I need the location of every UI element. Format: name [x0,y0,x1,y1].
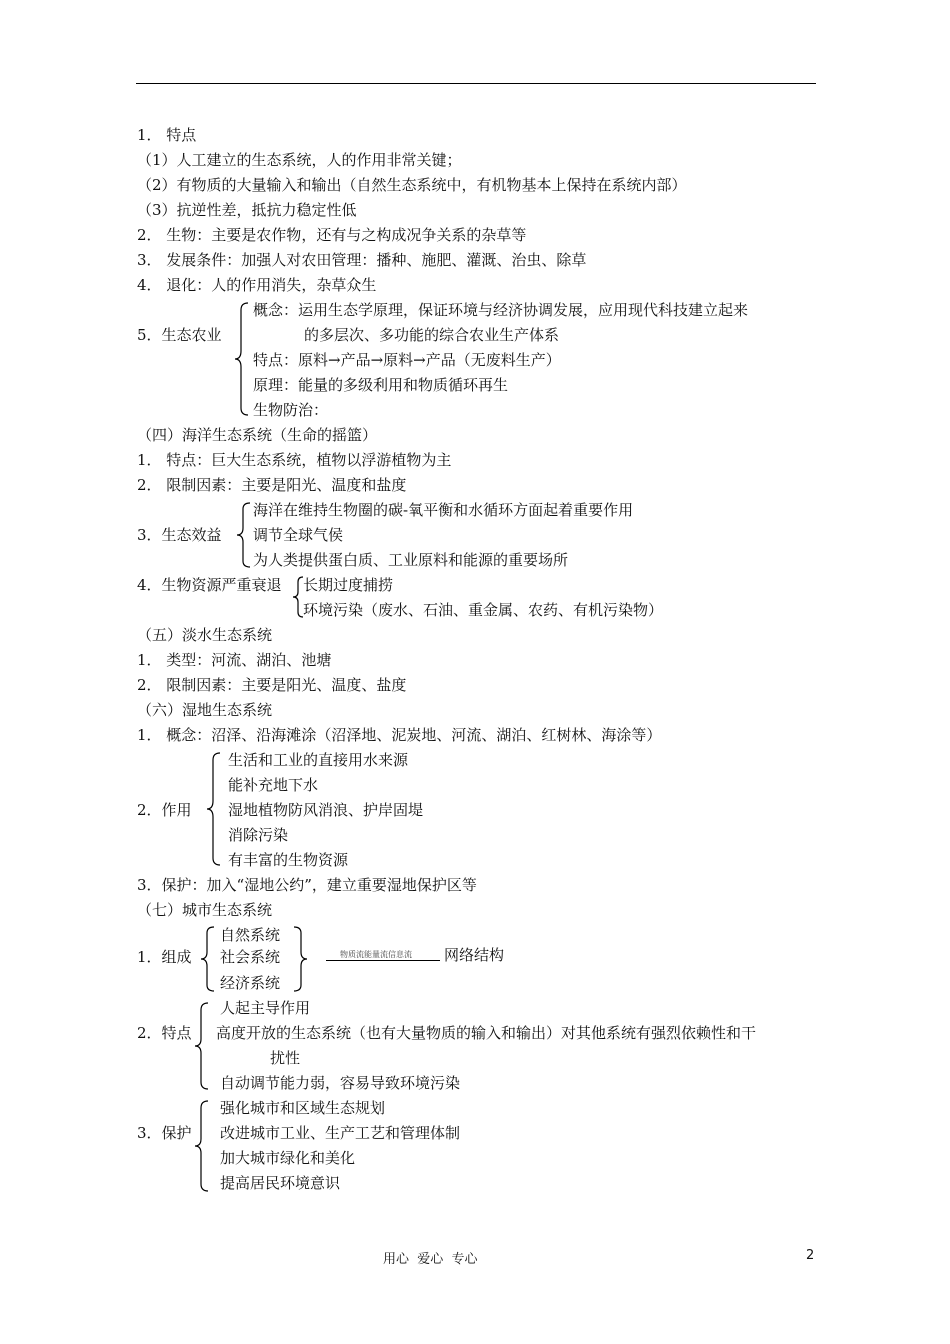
header-rule [136,83,816,84]
text-line: 有丰富的生物资源 [228,851,349,869]
text-line: （3）抗逆性差，抵抗力稳定性低 [137,201,357,219]
text-line: 4． 退化：人的作用消失，杂草众生 [137,276,377,294]
text-line: 环境污染（废水、石油、重金属、农药、有机污染物） [303,601,664,619]
text-line: 网络结构 [444,946,505,964]
text-line: 提高居民环境意识 [220,1174,341,1192]
text-line: 自动调节能力弱，容易导致环境污染 [220,1074,461,1092]
text-line: 概念：运用生态学原理，保证环境与经济协调发展，应用现代科技建立起来 [253,301,749,319]
page-number: 2 [806,1248,815,1263]
text-line: 1． 类型：河流、湖泊、池塘 [137,651,332,669]
text-line: 高度开放的生态系统（也有大量物质的输入和输出）对其他系统有强烈依赖性和干 [216,1024,757,1042]
footer-text: 用心 爱心 专心 [383,1252,478,1267]
text-line: 的多层次、多功能的综合农业生产体系 [304,326,560,344]
curly-brace [234,302,250,416]
text-line: 能补充地下水 [228,776,319,794]
curly-brace [236,502,252,568]
text-line: 原理：能量的多级利用和物质循环再生 [253,376,509,394]
text-line: 2． 生物：主要是农作物，还有与之构成况争关系的杂草等 [137,226,527,244]
text-line: 生物防治： [253,401,329,419]
text-line: 强化城市和区域生态规划 [220,1099,386,1117]
text-line: 2．特点 [137,1024,192,1042]
text-line: （2）有物质的大量输入和输出（自然生态系统中，有机物基本上保持在系统内部） [137,176,687,194]
text-line: （四）海洋生态系统（生命的摇篮） [137,426,378,444]
text-line: （六）湿地生态系统 [137,701,273,719]
text-line: 1． 概念：沼泽、沿海滩涂（沼泽地、泥炭地、河流、湖泊、红树林、海涂等） [137,726,662,744]
curly-brace [200,926,216,992]
text-line: 2． 限制因素：主要是阳光、温度、盐度 [137,676,407,694]
text-line: 1． 特点 [137,126,197,144]
curly-brace [206,752,222,866]
text-line: 长期过度捕捞 [303,576,394,594]
text-line: 扰性 [270,1049,301,1067]
text-line: 1．组成 [137,948,192,966]
text-line: 自然系统 [220,926,281,944]
text-line: 湿地植物防风消浪、护岸固堤 [228,801,424,819]
text-line: 改进城市工业、生产工艺和管理体制 [220,1124,461,1142]
text-line: 海洋在维持生物圈的碳-氧平衡和水循环方面起着重要作用 [253,501,634,519]
text-line: （七）城市生态系统 [137,901,273,919]
closing-curly-brace [292,926,308,992]
text-line: 加大城市绿化和美化 [220,1149,356,1167]
curly-brace [194,1002,210,1090]
text-line: 3． 发展条件：加强人对农田管理：播种、施肥、灌溉、治虫、除草 [137,251,587,269]
text-line: 社会系统 [220,948,281,966]
text-line: 3．生态效益 [137,526,222,544]
arrow-underline [326,960,440,961]
text-line: 经济系统 [220,974,281,992]
text-line: 消除污染 [228,826,289,844]
text-line: 特点：原料→产品→原料→产品（无废料生产） [253,351,561,369]
text-line: 2． 限制因素：主要是阳光、温度和盐度 [137,476,407,494]
text-line: （五）淡水生态系统 [137,626,273,644]
text-line: （1）人工建立的生态系统，人的作用非常关键； [137,151,462,169]
text-line: 调节全球气侯 [253,526,344,544]
text-line: 人起主导作用 [220,999,311,1017]
text-line: 为人类提供蛋白质、工业原料和能源的重要场所 [253,551,569,569]
curly-brace [194,1100,210,1192]
text-line: 1． 特点：巨大生态系统，植物以浮游植物为主 [137,451,452,469]
text-line: 3．保护 [137,1124,192,1142]
text-line: 2．作用 [137,801,192,819]
text-line: 4．生物资源严重衰退 [137,576,282,594]
text-line: 生活和工业的直接用水来源 [228,751,409,769]
text-line: 3．保护：加入“湿地公约”，建立重要湿地保护区等 [137,876,477,894]
flow-label: 物质流能量流信息流 [340,950,412,959]
text-line: 5．生态农业 [137,326,222,344]
